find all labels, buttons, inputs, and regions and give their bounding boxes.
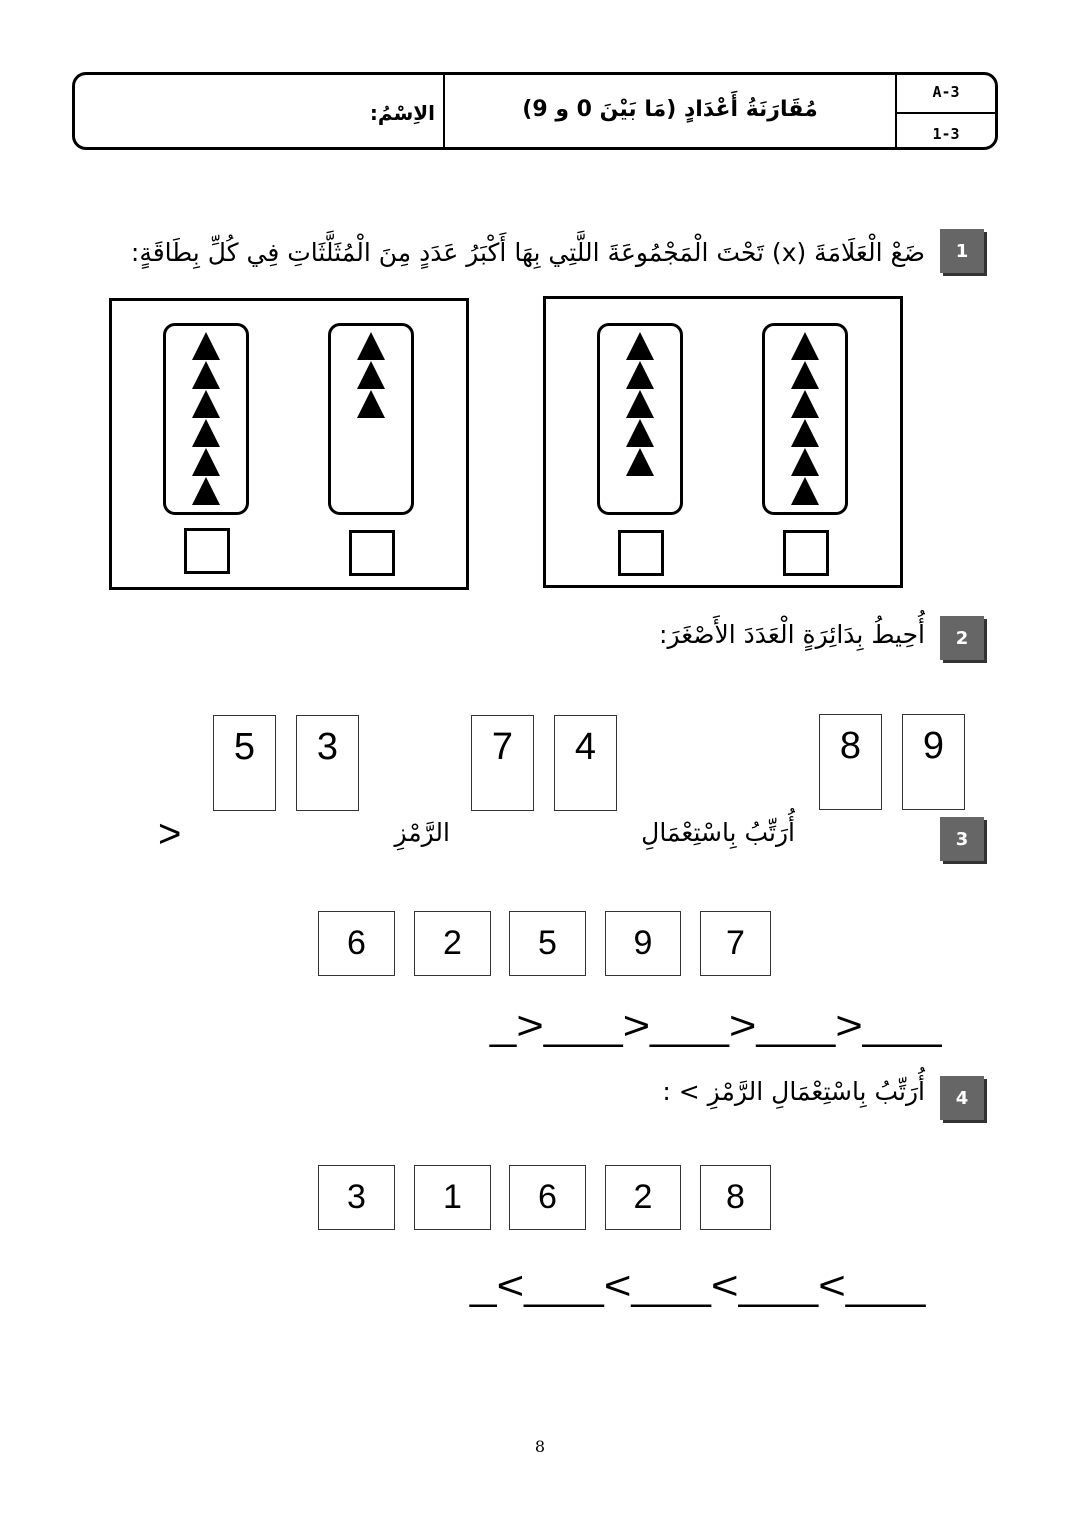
answer-checkbox[interactable] xyxy=(618,530,664,576)
number-box: 1 xyxy=(414,1165,491,1230)
name-label: الاِسْمُ: xyxy=(369,101,435,125)
triangle-icon xyxy=(191,330,221,361)
triangle-icon xyxy=(356,359,386,390)
q3-answer-line[interactable]: _>___>___>___>___ xyxy=(490,1004,942,1048)
triangle-icon xyxy=(625,388,655,419)
question-1-text: ضَعْ الْعَلَامَةَ (x) تَحْتَ الْمَجْمُوعَةَ اللَّتِي بِهَا أَكْبَرُ عَدَدٍ مِنَ الْمُثَلَّثَاتِ فِي كُلِّ بِطَاقَةٍ: xyxy=(130,238,925,267)
number-card[interactable]: 7 xyxy=(471,715,534,811)
triangle-stack xyxy=(600,332,680,477)
answer-checkbox[interactable] xyxy=(184,528,230,574)
lesson-code: A-3 xyxy=(932,83,960,101)
triangle-group xyxy=(163,323,249,515)
question-3-badge: 3 xyxy=(940,817,984,861)
triangle-icon xyxy=(790,475,820,506)
page-number: 8 xyxy=(534,1437,546,1456)
question-4-text: أُرَتِّبُ بِاسْتِعْمَالِ الرَّمْزِ > : xyxy=(662,1077,925,1106)
triangle-icon xyxy=(625,417,655,448)
number-box: 2 xyxy=(605,1165,681,1230)
triangle-icon xyxy=(790,446,820,477)
triangle-group xyxy=(328,323,414,515)
triangle-icon xyxy=(356,388,386,419)
triangle-stack xyxy=(331,332,411,419)
number-box: 3 xyxy=(318,1165,395,1230)
header-box xyxy=(72,72,998,150)
question-3-text: أُرَتِّبُ بِاسْتِعْمَالِ xyxy=(641,818,795,847)
number-box: 7 xyxy=(700,911,771,976)
triangle-icon xyxy=(191,388,221,419)
triangle-icon xyxy=(790,359,820,390)
q4-answer-line[interactable]: _<___<___<___<___ xyxy=(470,1264,926,1308)
triangle-icon xyxy=(625,446,655,477)
number-card[interactable]: 3 xyxy=(296,715,359,811)
triangle-icon xyxy=(790,330,820,361)
triangle-icon xyxy=(191,475,221,506)
triangle-icon xyxy=(356,330,386,361)
triangle-icon xyxy=(790,388,820,419)
triangle-icon xyxy=(191,446,221,477)
page-code: 1-3 xyxy=(932,125,960,143)
number-card[interactable]: 5 xyxy=(213,715,276,811)
triangle-icon xyxy=(625,359,655,390)
triangle-icon xyxy=(191,359,221,390)
triangle-icon xyxy=(191,417,221,448)
question-3-symbol: > xyxy=(158,812,182,856)
number-box: 9 xyxy=(605,911,681,976)
q1-card-left xyxy=(109,298,469,590)
question-2-text: أُحِيطُ بِدَائِرَةٍ الْعَدَدَ الأَصْغَرَ: xyxy=(659,620,925,649)
question-2-badge: 2 xyxy=(940,616,984,660)
number-card[interactable]: 4 xyxy=(554,715,617,811)
answer-checkbox[interactable] xyxy=(783,530,829,576)
triangle-icon xyxy=(625,330,655,361)
q1-card-right xyxy=(543,296,903,588)
number-box: 6 xyxy=(509,1165,586,1230)
question-1-badge: 1 xyxy=(940,229,984,273)
triangle-icon xyxy=(790,417,820,448)
worksheet-title: مُقَارَنَةُ أَعْدَادٍ (مَا بَيْنَ 0 و 9) xyxy=(522,97,818,122)
question-4-badge: 4 xyxy=(940,1076,984,1120)
question-3-symbol-word: الرَّمْزِ xyxy=(394,818,450,847)
triangle-group xyxy=(597,323,683,515)
number-card[interactable]: 9 xyxy=(902,714,965,810)
triangle-stack xyxy=(765,332,845,506)
number-box: 2 xyxy=(414,911,491,976)
number-box: 5 xyxy=(509,911,586,976)
number-box: 6 xyxy=(318,911,395,976)
number-card[interactable]: 8 xyxy=(819,714,882,810)
number-box: 8 xyxy=(700,1165,771,1230)
answer-checkbox[interactable] xyxy=(349,530,395,576)
code-divider xyxy=(897,112,995,114)
triangle-group xyxy=(762,323,848,515)
triangle-stack xyxy=(166,332,246,506)
